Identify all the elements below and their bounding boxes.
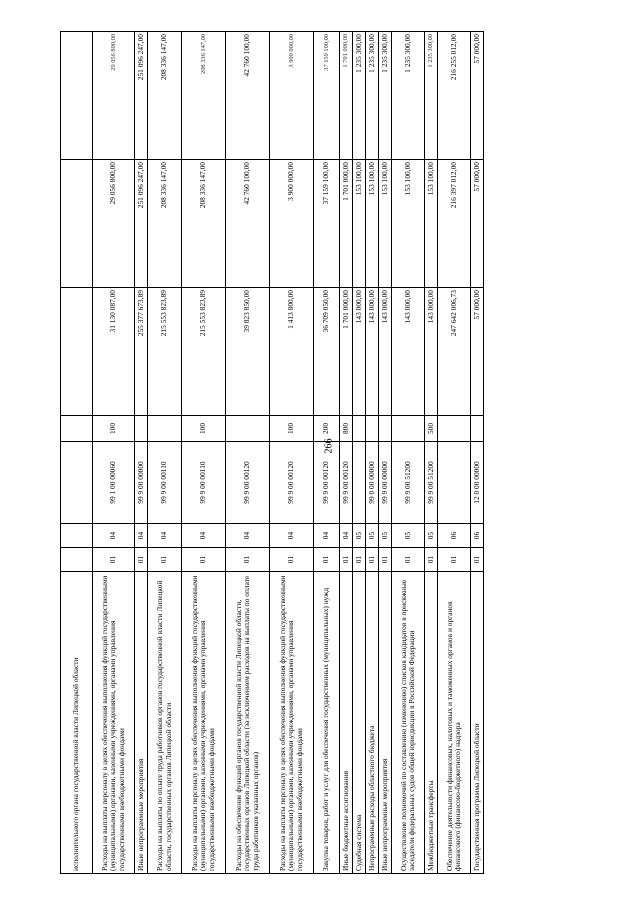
amount-year-1: 143 000,00 (425, 288, 438, 416)
target-article-code (353, 442, 366, 524)
table-row (379, 32, 392, 874)
target-article-code: 99 9 00 00120 (340, 442, 353, 524)
section-code: 01 (270, 548, 314, 572)
amount-year-2: 3 900 000,00 (270, 160, 314, 288)
amount-year-1: 57 000,00 (471, 288, 484, 416)
page-number: 266 (323, 438, 335, 454)
amount-year-3: 1 235 300,00 (425, 32, 438, 160)
amount-year-1: 143 000,00 (379, 288, 392, 416)
target-article-code: 99 9 00 51200 (392, 442, 425, 524)
amount-year-3: 251 096 247,00 (135, 32, 148, 160)
subsection-code: 04 (270, 524, 314, 548)
amount-year-3: 1 701 000,00 (340, 32, 353, 160)
amount-year-3: 57 000,00 (471, 32, 484, 160)
table-row (392, 32, 425, 874)
subsection-code: 04 (226, 524, 270, 548)
target-article-code: 12 0 00 00000 (471, 442, 484, 524)
row-name: Расходы на выплаты по оплате труда работников органов государственной власти Липецкой области, государственных органов Липецкой области (148, 572, 182, 874)
amount-year-2: 153 100,00 (366, 160, 379, 288)
section-code: 01 (135, 548, 148, 572)
amount-year-1: 215 553 823,89 (148, 288, 182, 416)
subsection-code: 06 (438, 524, 471, 548)
budget-table-container (60, 32, 585, 874)
row-name: Расходы на выплаты персоналу в целях обеспечения выполнения функций государственными (муниципальными) органами, казенными учреждениями, органами управления государственными внебюджетными фондами (270, 572, 314, 874)
expense-type-code (471, 416, 484, 442)
amount-year-1: 31 130 087,00 (93, 288, 135, 416)
section-code: 01 (93, 548, 135, 572)
amount-year-3: 1 235 300,00 (379, 32, 392, 160)
section-code: 01 (392, 548, 425, 572)
expense-type-code (438, 416, 471, 442)
table-row (425, 32, 438, 874)
section-code: 01 (353, 548, 366, 572)
table-row (314, 32, 340, 874)
amount-year-2: 153 100,00 (353, 160, 366, 288)
expense-type-code (366, 416, 379, 442)
expense-type-code (226, 416, 270, 442)
amount-year-1: 255 377 673,89 (135, 288, 148, 416)
expense-type-code (379, 416, 392, 442)
section-code: 01 (425, 548, 438, 572)
amount-year-3: 1 235 300,00 (366, 32, 379, 160)
section-code: 01 (379, 548, 392, 572)
section-code: 01 (340, 548, 353, 572)
expense-type-code (392, 416, 425, 442)
section-code: 01 (471, 548, 484, 572)
row-name: Иные непрограммные мероприятия (135, 572, 148, 874)
expense-type-code: 500 (425, 416, 438, 442)
amount-year-2: 29 056 800,00 (93, 160, 135, 288)
table-row (340, 32, 353, 874)
amount-year-3 (61, 32, 93, 160)
amount-year-2 (61, 160, 93, 288)
subsection-code: 04 (314, 524, 340, 548)
section-code: 01 (148, 548, 182, 572)
table-row (61, 32, 93, 874)
amount-year-1: 247 642 006,73 (438, 288, 471, 416)
target-article-code: 99 9 00 00120 (270, 442, 314, 524)
amount-year-1: 39 823 850,00 (226, 288, 270, 416)
target-article-code: 99 9 00 00000 (379, 442, 392, 524)
row-name: Обеспечение деятельности финансовых, налоговых и таможенных органов и органов финансового (финансово-бюджетного) надзора (438, 572, 471, 874)
amount-year-1 (61, 288, 93, 416)
row-name: Непрограммные расходы областного бюджета (366, 572, 379, 874)
amount-year-1: 1 413 800,00 (270, 288, 314, 416)
table-row (366, 32, 379, 874)
expense-type-code: 100 (93, 416, 135, 442)
row-name: Осуществление полномочий по составлению (изменению) списков кандидатов в присяжные заседатели федеральных судов общей юрисдикции в Российской Федерации (392, 572, 425, 874)
amount-year-2: 153 100,00 (425, 160, 438, 288)
amount-year-1: 1 701 000,00 (340, 288, 353, 416)
amount-year-2: 208 336 147,00 (182, 160, 226, 288)
expense-type-code: 800 (340, 416, 353, 442)
table-row (135, 32, 148, 874)
amount-year-2: 216 397 012,00 (438, 160, 471, 288)
amount-year-3: 42 760 100,00 (226, 32, 270, 160)
target-article-code (61, 442, 93, 524)
amount-year-1: 36 709 050,00 (314, 288, 340, 416)
section-code: 01 (314, 548, 340, 572)
subsection-code: 04 (182, 524, 226, 548)
expense-type-code (148, 416, 182, 442)
amount-year-3: 208 336 147,00 (182, 32, 226, 160)
amount-year-2: 37 159 100,00 (314, 160, 340, 288)
table-row (226, 32, 270, 874)
amount-year-2: 153 100,00 (379, 160, 392, 288)
expense-type-code: 100 (270, 416, 314, 442)
subsection-code: 04 (93, 524, 135, 548)
row-name: Расходы на выплаты персоналу в целях обеспечения выполнения функций государственными (муниципальными) органами, казенными учреждениями, органами управления государственными внебюджетными фондами (182, 572, 226, 874)
row-name: Расходы на обеспечение функций органов государственной власти Липецкой области, государственных органов Липецкой области (за исключением расходов на выплаты по оплате труда работников указанных органов) (226, 572, 270, 874)
subsection-code: 04 (340, 524, 353, 548)
amount-year-3: 37 159 100,00 (314, 32, 340, 160)
subsection-code: 05 (366, 524, 379, 548)
amount-year-1: 143 000,00 (353, 288, 366, 416)
expense-type-code: 100 (182, 416, 226, 442)
amount-year-2: 251 096 247,00 (135, 160, 148, 288)
target-article-code: 99 0 00 00000 (366, 442, 379, 524)
amount-year-3: 208 336 147,00 (148, 32, 182, 160)
amount-year-3: 29 056 800,00 (93, 32, 135, 160)
row-name: Судебная система (353, 572, 366, 874)
subsection-code: 06 (471, 524, 484, 548)
expense-type-code (353, 416, 366, 442)
section-code: 01 (438, 548, 471, 572)
row-name: Государственная программа Липецкой области (471, 572, 484, 874)
target-article-code: 99 9 00 00110 (148, 442, 182, 524)
row-name: Межбюджетные трансферты (425, 572, 438, 874)
amount-year-3: 1 235 300,00 (392, 32, 425, 160)
target-article-code: 99 9 00 00120 (314, 442, 340, 524)
amount-year-2: 57 000,00 (471, 160, 484, 288)
table-row (148, 32, 182, 874)
subsection-code: 04 (135, 524, 148, 548)
subsection-code (61, 524, 93, 548)
row-name: исполнительного органа государственной власти Липецкой области (61, 572, 93, 874)
section-code: 01 (182, 548, 226, 572)
row-name: Иные бюджетные ассигнования (340, 572, 353, 874)
expense-type-code: 200 (314, 416, 340, 442)
row-name: Иные непрограммные мероприятия (379, 572, 392, 874)
subsection-code: 05 (379, 524, 392, 548)
amount-year-3: 216 255 012,00 (438, 32, 471, 160)
amount-year-1: 215 553 823,89 (182, 288, 226, 416)
target-article-code: 99 1 00 00060 (93, 442, 135, 524)
target-article-code: 99 9 00 00120 (226, 442, 270, 524)
amount-year-3: 3 900 000,00 (270, 32, 314, 160)
table-row (270, 32, 314, 874)
expense-type-code (61, 416, 93, 442)
target-article-code (438, 442, 471, 524)
table-row (182, 32, 226, 874)
table-row (353, 32, 366, 874)
target-article-code: 99 9 00 00000 (135, 442, 148, 524)
table-row (93, 32, 135, 874)
subsection-code: 05 (425, 524, 438, 548)
amount-year-2: 153 100,00 (392, 160, 425, 288)
budget-table (60, 31, 484, 874)
subsection-code: 05 (392, 524, 425, 548)
row-name: Расходы на выплаты персоналу в целях обеспечения выполнения функций государственными (муниципальными) органами, казенными учреждениями, органами управления государственными внебюджетными фондами (93, 572, 135, 874)
section-code: 01 (366, 548, 379, 572)
table-body (61, 32, 484, 874)
section-code (61, 548, 93, 572)
section-code: 01 (226, 548, 270, 572)
amount-year-1: 143 000,00 (392, 288, 425, 416)
amount-year-1: 143 000,00 (366, 288, 379, 416)
subsection-code: 04 (148, 524, 182, 548)
expense-type-code (135, 416, 148, 442)
target-article-code: 99 9 00 51200 (425, 442, 438, 524)
row-name: Закупка товаров, работ и услуг для обеспечения государственных (муниципальных) нужд (314, 572, 340, 874)
table-row (438, 32, 471, 874)
amount-year-2: 1 701 000,00 (340, 160, 353, 288)
amount-year-2: 42 760 100,00 (226, 160, 270, 288)
table-row (471, 32, 484, 874)
target-article-code: 99 9 00 00110 (182, 442, 226, 524)
subsection-code: 05 (353, 524, 366, 548)
amount-year-2: 208 336 147,00 (148, 160, 182, 288)
amount-year-3: 1 235 300,00 (353, 32, 366, 160)
